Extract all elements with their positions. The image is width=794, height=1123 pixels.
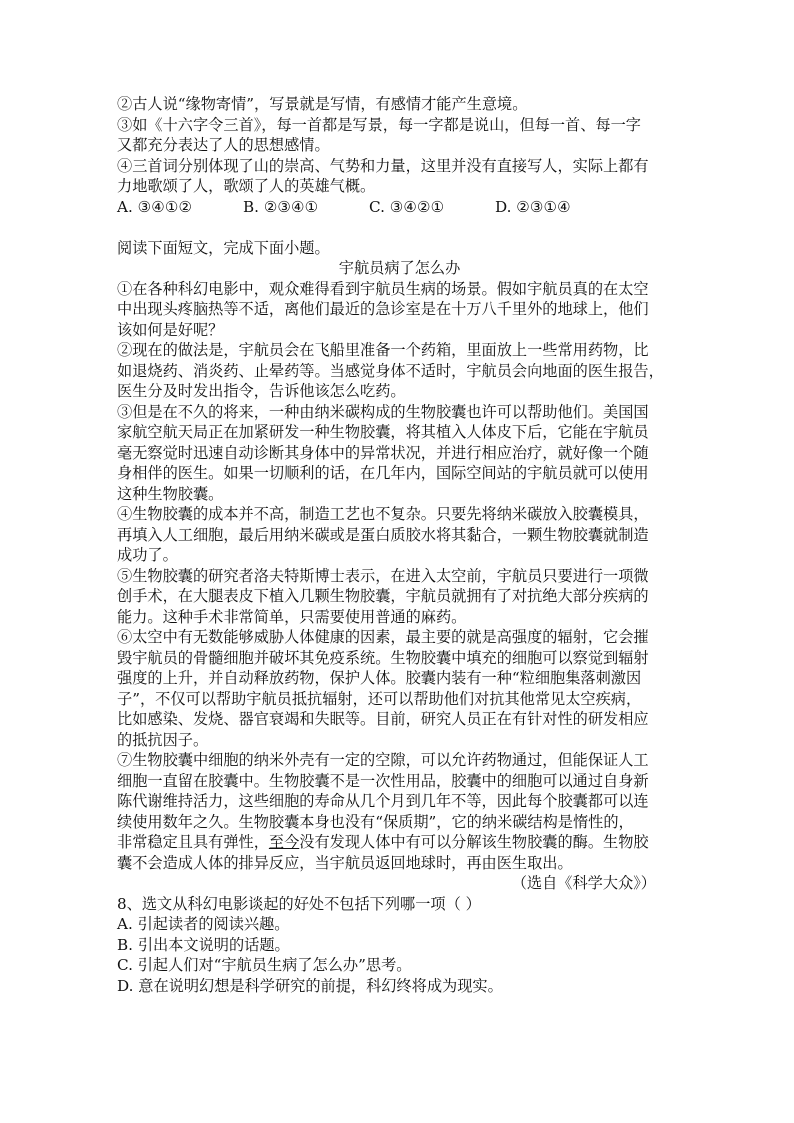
text-line: ⑥太空中有无数能够威胁人体健康的因素，最主要的就是高强度的辐射，它会摧 bbox=[117, 628, 649, 646]
instruction: 阅读下面短文，完成下面小题。 bbox=[117, 238, 330, 257]
text-line: 该如何是好呢？ bbox=[117, 320, 224, 339]
text-line: 毫无察觉时迅速自动诊断其身体中的异常状况，并进行相应治疗，就好像一个随 bbox=[117, 443, 649, 462]
text-line: 这种生物胶囊。 bbox=[117, 484, 224, 503]
text-line: 医生分及时发出指令，告诉他该怎么吃药。 bbox=[117, 382, 406, 400]
top-items bbox=[117, 94, 682, 197]
text-line: 囊不会造成人体的排异反应，当宇航员返回地球时，再由医生取出。 bbox=[117, 853, 573, 872]
text-line: ⑤生物胶囊的研究者洛夫特斯博士表示，在进入太空前，宇航员只要进行一项微 bbox=[117, 566, 649, 585]
text-segment: 没有发现人体中有可以分解该生物胶囊的酶。生物胶 bbox=[299, 833, 649, 851]
text-line: 如退烧药、消炎药、止晕药等。当感觉身体不适时，宇航员会向地面的医生报告， bbox=[117, 361, 664, 380]
text-line: 子”，不仅可以帮助宇航员抵抗辐射，还可以帮助他们对抗其他常见太空疾病， bbox=[117, 689, 642, 708]
text-line: 强度的上升，并自动释放药物，保护人体。胶囊内装有一种“粒细胞集落刺激因 bbox=[117, 669, 642, 687]
option-d: D. ②③①④ bbox=[495, 197, 571, 216]
text-line: 细胞一直留在胶囊中。生物胶囊不是一次性用品，胶囊中的细胞可以通过自身新 bbox=[117, 771, 649, 790]
choice-b: B. 引出本文说明的话题。 bbox=[117, 935, 290, 954]
question-stem: 8、选文从科幻电影谈起的好处不包括下列哪一项（ ） bbox=[117, 894, 481, 913]
option-a: A. ③④①② bbox=[117, 197, 193, 216]
text-line: 比如感染、发烧、器官衰竭和失眠等。目前，研究人员正在有针对性的研发相应 bbox=[117, 710, 649, 728]
choice-c: C. 引起人们对“宇航员生病了怎么办”思考。 bbox=[117, 956, 412, 974]
text-line: 毁宇航员的骨髓细胞并破坏其免疫系统。生物胶囊中填充的细胞可以察觉到辐射 bbox=[117, 648, 649, 667]
text-line: ④生物胶囊的成本并不高，制造工艺也不复杂。只要先将纳米碳放入胶囊模具， bbox=[117, 505, 649, 523]
question-8 bbox=[117, 894, 682, 997]
text-line: ④三首词分别体现了山的崇高、气势和力量，这里并没有直接写人，实际上都有 bbox=[117, 156, 649, 175]
text-line: 力地歌颂了人，歌颂了人的英雄气概。 bbox=[117, 177, 376, 195]
option-c: C. ③④②① bbox=[369, 197, 445, 216]
text-line: ②古人说“缘物寄情”，写景就是写情，有感情才能产生意境。 bbox=[117, 95, 528, 113]
text-line: 创手术，在大腿表皮下植入几颗生物胶囊，宇航员就拥有了对抗绝大部分疾病的 bbox=[117, 587, 649, 605]
document-page bbox=[117, 94, 682, 996]
text-line: 成功了。 bbox=[117, 546, 178, 564]
choice-d: D. 意在说明幻想是科学研究的前提，科幻终将成为现实。 bbox=[117, 976, 503, 995]
text-line: ①在各种科幻电影中，观众难得看到宇航员生病的场景。假如宇航员真的在太空 bbox=[117, 279, 649, 298]
text-line: 陈代谢维持活力，这些细胞的寿命从几个月到几年不等，因此每个胶囊都可以连 bbox=[117, 792, 649, 810]
text-line bbox=[117, 832, 682, 853]
text-line: ③如《十六字令三首》，每一首都是写景，每一字都是说山，但每一首、每一字 bbox=[117, 115, 641, 134]
article-body bbox=[117, 279, 682, 894]
text-line: ③但是在不久的将来，一种由纳米碳构成的生物胶囊也许可以帮助他们。美国国 bbox=[117, 402, 649, 421]
source-citation: （选自《科学大众》） bbox=[511, 874, 656, 892]
text-line: 能力。这种手术非常简单，只需要使用普通的麻药。 bbox=[117, 607, 467, 626]
text-line: 的抵抗因子。 bbox=[117, 730, 209, 749]
choice-a: A. 引起读者的阅读兴趣。 bbox=[117, 915, 290, 933]
text-line: ⑦生物胶囊中细胞的纳米外壳有一定的空隙，可以允许药物通过，但能保证人工 bbox=[117, 751, 649, 769]
answer-options bbox=[117, 197, 682, 218]
text-line: ②现在的做法是，宇航员会在飞船里准备一个药箱，里面放上一些常用药物，比 bbox=[117, 341, 649, 359]
text-segment: 非常稳定且具有弹性， bbox=[117, 833, 269, 851]
text-line: 再填入人工细胞，最后用纳米碳或是蛋白质胶水将其黏合，一颗生物胶囊就制造 bbox=[117, 525, 649, 544]
option-b: B. ②③④① bbox=[243, 197, 319, 216]
spacer bbox=[117, 217, 682, 238]
text-line: 身相伴的医生。如果一切顺利的话，在几年内，国际空间站的宇航员就可以使用 bbox=[117, 464, 649, 482]
text-line: 家航空航天局正在加紧研发一种生物胶囊，将其植入人体皮下后，它能在宇航员 bbox=[117, 423, 649, 441]
article-title: 宇航员病了怎么办 bbox=[338, 259, 461, 277]
text-line: 续使用数年之久。生物胶囊本身也没有“保质期”，它的纳米碳结构是惰性的， bbox=[117, 812, 634, 831]
text-line: 又都充分表达了人的思想感情。 bbox=[117, 136, 330, 154]
text-line: 中出现头疼脑热等不适，离他们最近的急诊室是在十万八千里外的地球上，他们 bbox=[117, 300, 649, 318]
underlined-word: 至今 bbox=[268, 833, 300, 851]
